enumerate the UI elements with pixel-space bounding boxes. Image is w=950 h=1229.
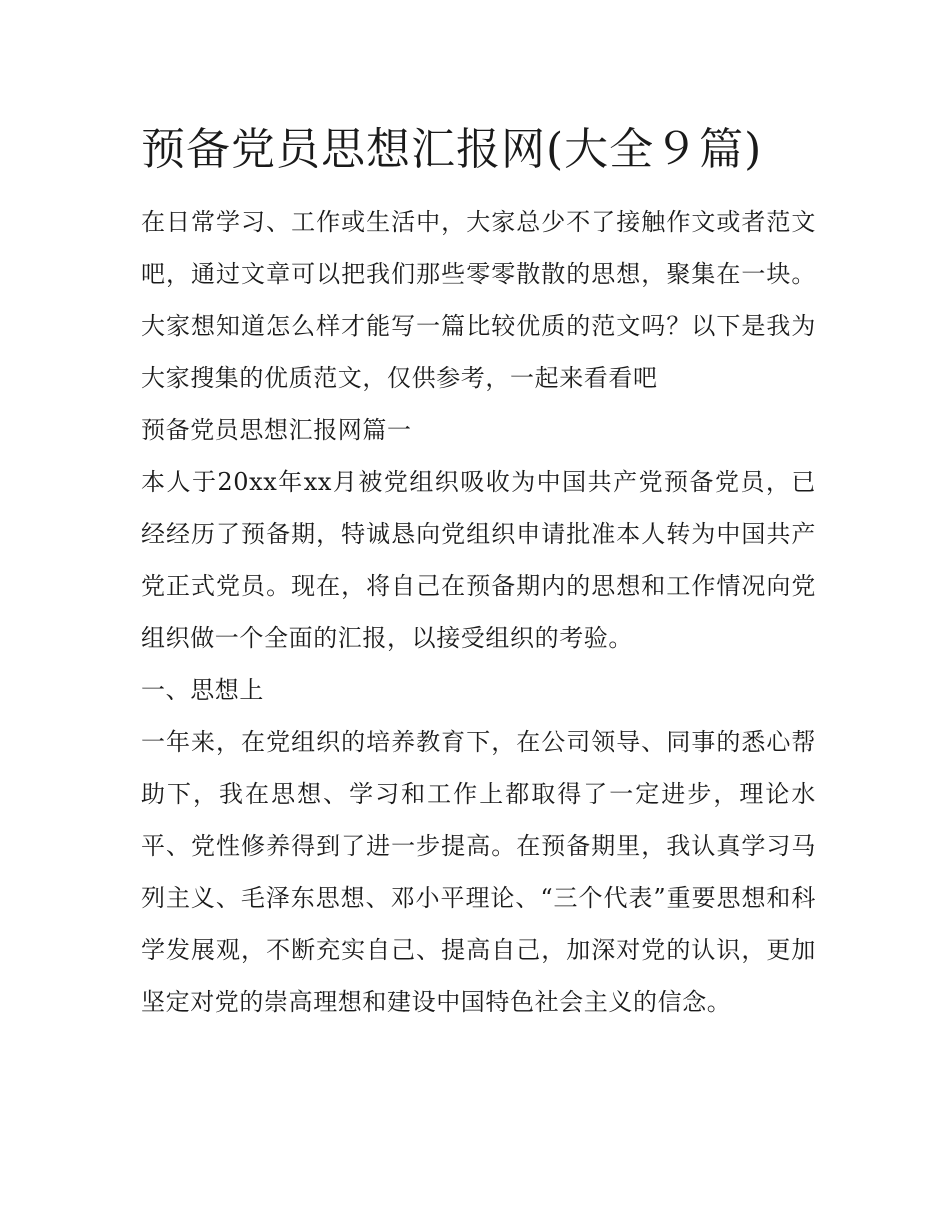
subsection-heading: 一、思想上 [141, 676, 264, 704]
document-title: 预备党员思想汇报网(大全９篇) [141, 124, 763, 175]
body-paragraph: 一年来，在党组织的培养教育下，在公司领导、同事的悉心帮助下，我在思想、学习和工作上都取得了一定进步，理论水平、党性修养得到了进一步提高。在预备期里，我认真学习马列主义、毛泽东思想、邓小平理论、“三个代表”重要思想和科学发展观，不断充实自己、提高自己，加深对党的认识，更加坚定对党的崇高理想和建设中国特色社会主义的信念。 [141, 728, 816, 1016]
section-heading: 预备党员思想汇报网篇一 [141, 416, 412, 444]
body-paragraph: 本人于20xx年xx月被党组织吸收为中国共产党预备党员，已经经历了预备期，特诚恳向党组织申请批准本人转为中国共产党正式党员。现在，将自己在预备期内的思想和工作情况向党组织做一个全面的汇报，以接受组织的考验。 [141, 468, 816, 652]
document-body [141, 112, 816, 1028]
intro-paragraph: 在日常学习、工作或生活中，大家总少不了接触作文或者范文吧，通过文章可以把我们那些零零散散的思想，聚集在一块。大家想知道怎么样才能写一篇比较优质的范文吗？以下是我为大家搜集的优质范文，仅供参考，一起来看看吧 [141, 208, 816, 392]
